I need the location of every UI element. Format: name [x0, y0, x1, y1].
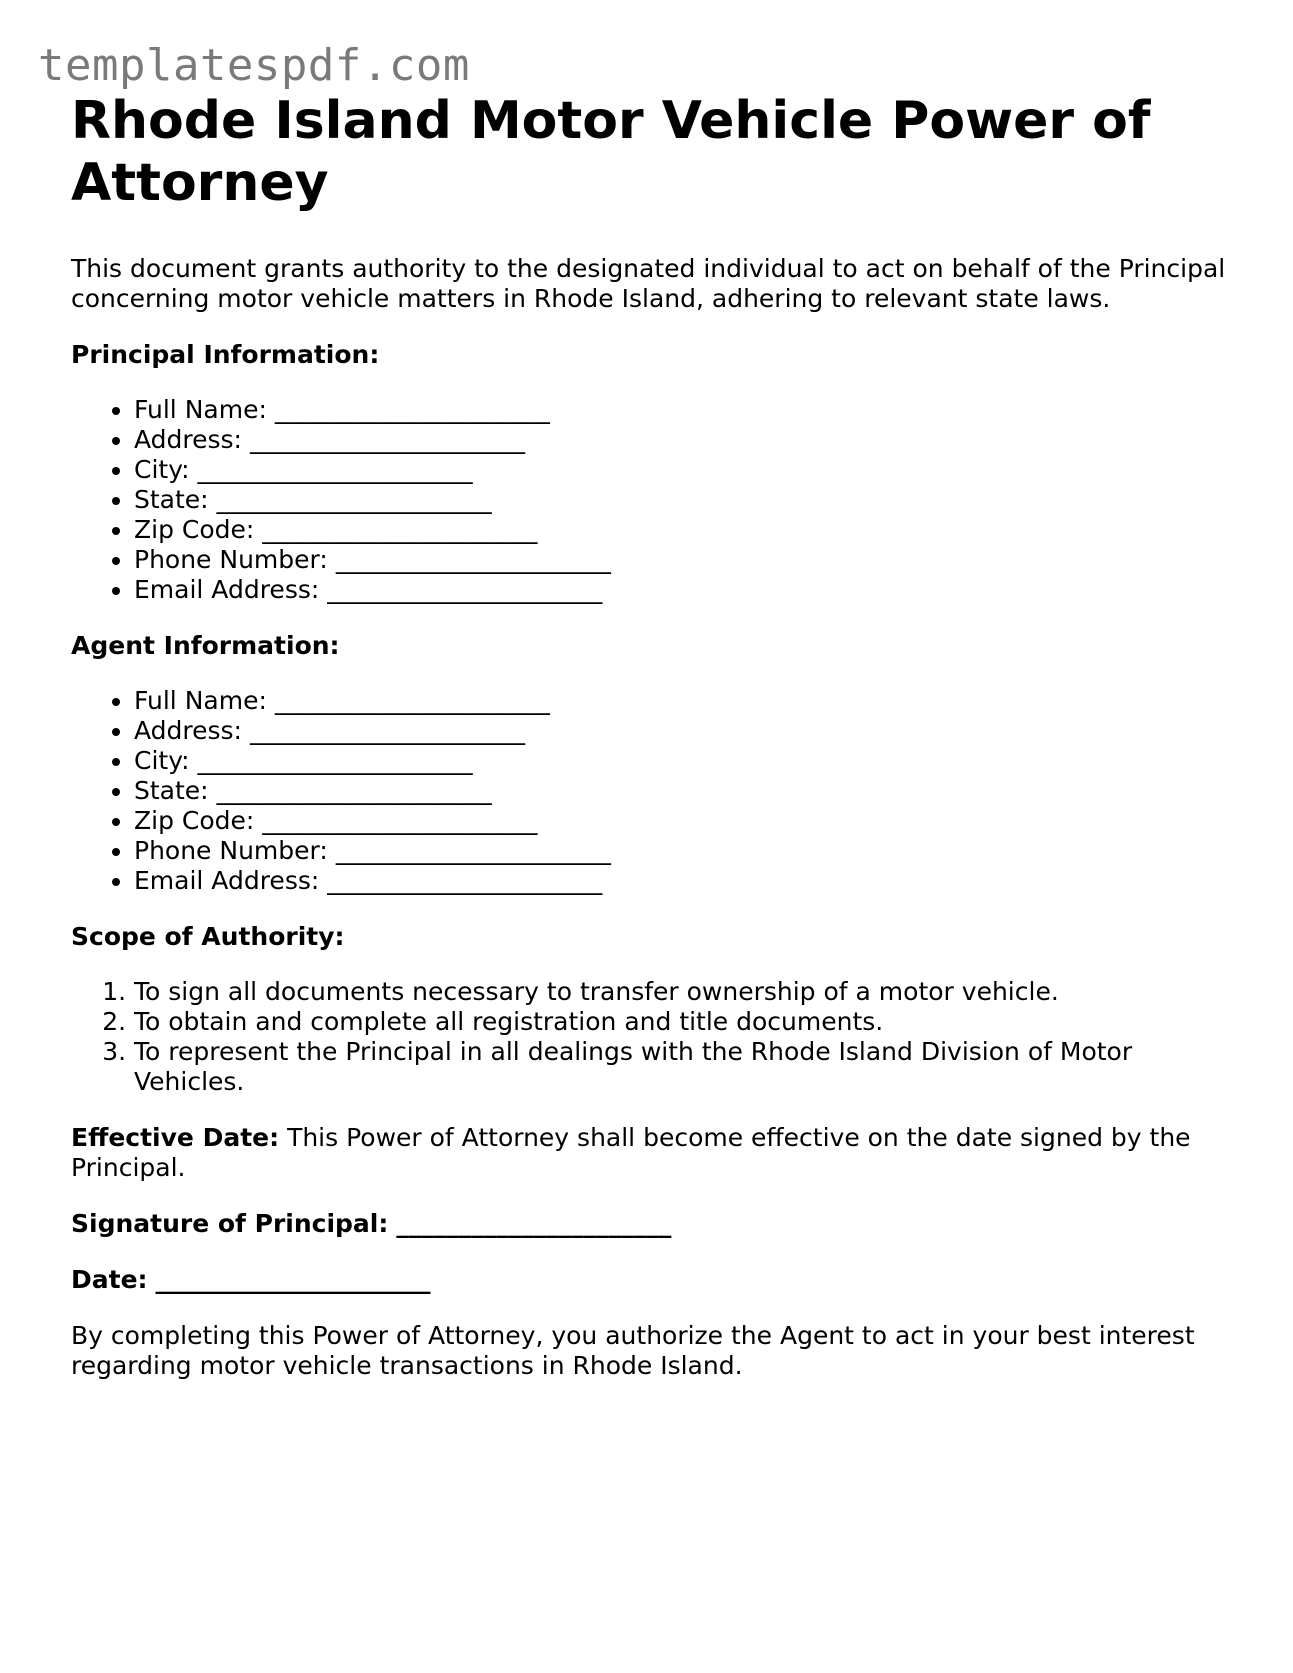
- principal-state-field: • State: ______________________: [134, 485, 1231, 515]
- effective-date-label: Effective Date:: [71, 1123, 280, 1152]
- principal-state-blank: ______________________: [216, 485, 492, 514]
- principal-zip-code-field: • Zip Code: ______________________: [134, 515, 1231, 545]
- scope-item: 3. To represent the Principal in all dealings with the Rhode Island Division of Motor Vehicles.: [134, 1037, 1231, 1097]
- agent-email-address-field: • Email Address: ______________________: [134, 866, 1231, 896]
- principal-field-list: [71, 395, 1231, 605]
- agent-phone-number-field: • Phone Number: ______________________: [134, 836, 1231, 866]
- principal-address-field: • Address: ______________________: [134, 425, 1231, 455]
- date-label: Date:: [71, 1265, 148, 1294]
- principal-city-blank: ______________________: [197, 455, 473, 484]
- principal-full-name-blank: ______________________: [274, 395, 550, 424]
- document-title: Rhode Island Motor Vehicle Power of Attorney: [71, 91, 1151, 213]
- date-line: [71, 1265, 1231, 1295]
- intro-paragraph: This document grants authority to the designated individual to act on behalf of the Principal concerning motor vehicle matters in Rhode Island, adhering to relevant state laws.: [71, 254, 1226, 313]
- principal-phone-number-field: • Phone Number: ______________________: [134, 545, 1231, 575]
- watermark: templatespdf.com: [38, 40, 470, 91]
- agent-state-field: • State: ______________________: [134, 776, 1231, 806]
- effective-date-paragraph: [71, 1123, 1231, 1183]
- principal-phone-number-blank: ______________________: [335, 545, 611, 574]
- principal-email-address-blank: ______________________: [327, 575, 603, 604]
- agent-city-field: • City: ______________________: [134, 746, 1231, 776]
- principal-zip-code-blank: ______________________: [262, 515, 538, 544]
- scope-item: 2. To obtain and complete all registration and title documents.: [134, 1007, 1231, 1037]
- agent-full-name-field: • Full Name: ______________________: [134, 686, 1231, 716]
- agent-zip-code-field: • Zip Code: ______________________: [134, 806, 1231, 836]
- scope-item: 1. To sign all documents necessary to transfer ownership of a motor vehicle.: [134, 977, 1231, 1007]
- agent-email-address-blank: ______________________: [327, 866, 603, 895]
- signature-blank: ______________________: [396, 1209, 672, 1238]
- agent-field-list: [71, 686, 1231, 896]
- principal-email-address-field: • Email Address: ______________________: [134, 575, 1231, 605]
- agent-state-blank: ______________________: [216, 776, 492, 805]
- document-page: [71, 90, 1231, 1381]
- scope-list: [71, 977, 1231, 1097]
- agent-zip-code-blank: ______________________: [262, 806, 538, 835]
- principal-address-blank: ______________________: [249, 425, 525, 454]
- scope-heading: Scope of Authority:: [71, 922, 345, 951]
- date-blank: ______________________: [155, 1265, 431, 1294]
- signature-label: Signature of Principal:: [71, 1209, 389, 1238]
- closing-paragraph: By completing this Power of Attorney, you authorize the Agent to act in your best interest regarding motor vehicle transactions in Rhode Island.: [71, 1321, 1195, 1380]
- principal-full-name-field: • Full Name: ______________________: [134, 395, 1231, 425]
- agent-full-name-blank: ______________________: [274, 686, 550, 715]
- principal-heading: Principal Information:: [71, 340, 380, 369]
- agent-city-blank: ______________________: [197, 746, 473, 775]
- agent-heading: Agent Information:: [71, 631, 340, 660]
- effective-date-text: This Power of Attorney shall become effective on the date signed by the Principal.: [71, 1123, 1191, 1182]
- agent-address-blank: ______________________: [249, 716, 525, 745]
- signature-line: [71, 1209, 1231, 1239]
- agent-address-field: • Address: ______________________: [134, 716, 1231, 746]
- agent-phone-number-blank: ______________________: [335, 836, 611, 865]
- principal-city-field: • City: ______________________: [134, 455, 1231, 485]
